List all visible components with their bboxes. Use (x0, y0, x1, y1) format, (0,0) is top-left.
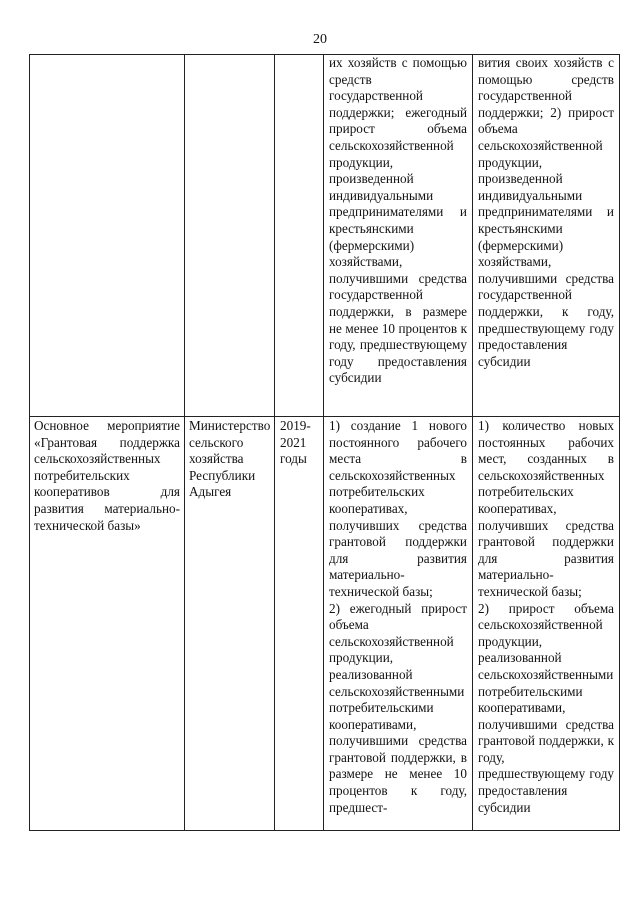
column-divider-3 (323, 54, 324, 831)
continuation-indicator-cell (329, 55, 467, 387)
column-divider-2 (274, 54, 275, 831)
period: 2019-2021 годы (280, 418, 311, 467)
program-table (29, 54, 620, 831)
continuation-result-text: вития своих хозяйств с помощью средств государственной поддержки; 2) прирост объема сельскохозяйственной продукции, произведенной индивидуальными предпринимателями и крестьянскими (фермерскими) хозяйствами, получившими средства государственной поддержки, к году, предшествующему году предоставления субсидии (478, 55, 614, 369)
indicators-cell (329, 418, 467, 816)
result-2: 2) прирост объема сельскохозяйственной продукции, реализованной сельскохозяйственными потребительскими кооперативами, получившими средства грантовой поддержки, к году, предшествующему году предоставления субсидии (478, 600, 614, 815)
event-name: Основное мероприятие «Грантовая поддержка сельскохозяйственных потребительских кооперативов для развития материально-технической базы» (34, 418, 180, 533)
executor: Министерство сельского хозяйства Республики Адыгея (189, 418, 271, 500)
table-border-bottom (29, 830, 620, 831)
table-border-left (29, 54, 30, 831)
row-divider (29, 416, 620, 417)
period-cell (280, 418, 318, 468)
column-divider-1 (184, 54, 185, 831)
table-border-right (619, 54, 620, 831)
page-number: 20 (313, 32, 327, 47)
result-1: 1) количество новых постоянных рабочих мест, созданных в сельскохозяйственных потребительских кооперативах, получивших средства грантовой поддержки для развития материально-технической базы; (478, 418, 614, 599)
continuation-result-cell (478, 55, 614, 370)
event-name-cell (34, 418, 180, 534)
results-cell (478, 418, 614, 816)
indicator-2: 2) ежегодный прирост объема сельскохозяйственной продукции, реализованной сельскохозяйственными потребительскими кооперативами, получившими средства грантовой поддержки, в размере не менее 10 процентов к году, предшест- (329, 600, 467, 815)
continuation-indicator-text: их хозяйств с помощью средств государственной поддержки; ежегодный прирост объема сельскохозяйственной продукции, произведенной индивидуальными предпринимателями и крестьянскими (фермерскими) хозяйствами, получившими средства государственной поддержки, в размере не менее 10 процентов к году, предшествующему году предоставления субсидии (329, 55, 467, 386)
indicator-1: 1) создание 1 нового постоянного рабочего места в сельскохозяйственных потребительских кооперативах, получивших средства грантовой поддержки для развития материально-технической базы; (329, 418, 467, 599)
column-divider-4 (472, 54, 473, 831)
executor-cell (189, 418, 269, 501)
